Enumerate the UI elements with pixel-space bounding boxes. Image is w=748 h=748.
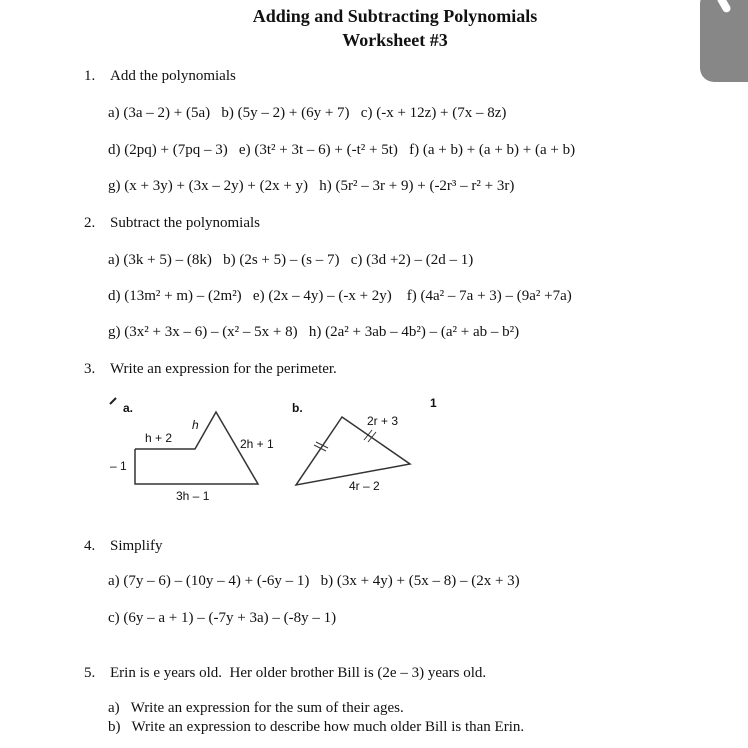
q5-line-1: a) Write an expression for the sum of their ages. xyxy=(108,700,404,716)
fig-a-h: h xyxy=(192,418,199,432)
q1-line-3: g) (x + 3y) + (3x – 2y) + (2x + y) h) (5r² – 3r + 9) + (-2r³ – r² + 3r) xyxy=(108,178,515,194)
q2-line-3: g) (3x² + 3x – 6) – (x² – 5x + 8) h) (2a² + 3ab – 4b²) – (a² + ab – b²) xyxy=(108,324,520,340)
q5-number: 5. xyxy=(84,665,96,681)
stray-number: 1 xyxy=(430,396,437,410)
q2-line-1: a) (3k + 5) – (8k) b) (2s + 5) – (s – 7) c) (3d +2) – (2d – 1) xyxy=(108,252,474,268)
fig-a-minus-1: – 1 xyxy=(110,459,127,473)
q4-label: Simplify xyxy=(110,538,163,554)
fig-b-label: b. xyxy=(292,401,303,415)
stray-mark xyxy=(110,398,116,404)
q3-label: Write an expression for the perimeter. xyxy=(110,361,337,377)
q4-line-2: c) (6y – a + 1) – (-7y + 3a) – (-8y – 1) xyxy=(108,610,337,626)
q2-label: Subtract the polynomials xyxy=(110,215,260,231)
fig-a-2h-plus-1: 2h + 1 xyxy=(240,437,274,451)
fig-a-3h-minus-1: 3h – 1 xyxy=(176,489,210,503)
q5-label: Erin is e years old. Her older brother Bill is (2e – 3) years old. xyxy=(110,665,487,681)
fig-b-2r-plus-3: 2r + 3 xyxy=(367,414,399,428)
q4-number: 4. xyxy=(84,538,96,554)
q3-number: 3. xyxy=(84,361,96,377)
page-title: Adding and Subtracting Polynomials xyxy=(252,6,538,26)
page-subtitle: Worksheet #3 xyxy=(342,30,448,50)
fig-a-h-plus-2: h + 2 xyxy=(145,431,173,445)
q2-line-2: d) (13m² + m) – (2m²) e) (2x – 4y) – (-x + 2y) f) (4a² – 7a + 3) – (9a² +7a) xyxy=(108,288,572,304)
q4-line-1: a) (7y – 6) – (10y – 4) + (-6y – 1) b) (3x + 4y) + (5x – 8) – (2x + 3) xyxy=(108,573,520,589)
q1-line-2: d) (2pq) + (7pq – 3) e) (3t² + 3t – 6) + (-t² + 5t) f) (a + b) + (a + b) + (a + b) xyxy=(108,142,576,158)
q5-line-2: b) Write an expression to describe how much older Bill is than Erin. xyxy=(108,719,525,735)
q2-number: 2. xyxy=(84,215,96,231)
q1-number: 1. xyxy=(84,68,96,84)
fig-b-4r-minus-2: 4r – 2 xyxy=(349,479,380,493)
fig-a-label: a. xyxy=(123,401,134,415)
q1-line-1: a) (3a – 2) + (5a) b) (5y – 2) + (6y + 7) c) (-x + 12z) + (7x – 8z) xyxy=(108,105,507,121)
q1-label: Add the polynomials xyxy=(110,68,236,84)
